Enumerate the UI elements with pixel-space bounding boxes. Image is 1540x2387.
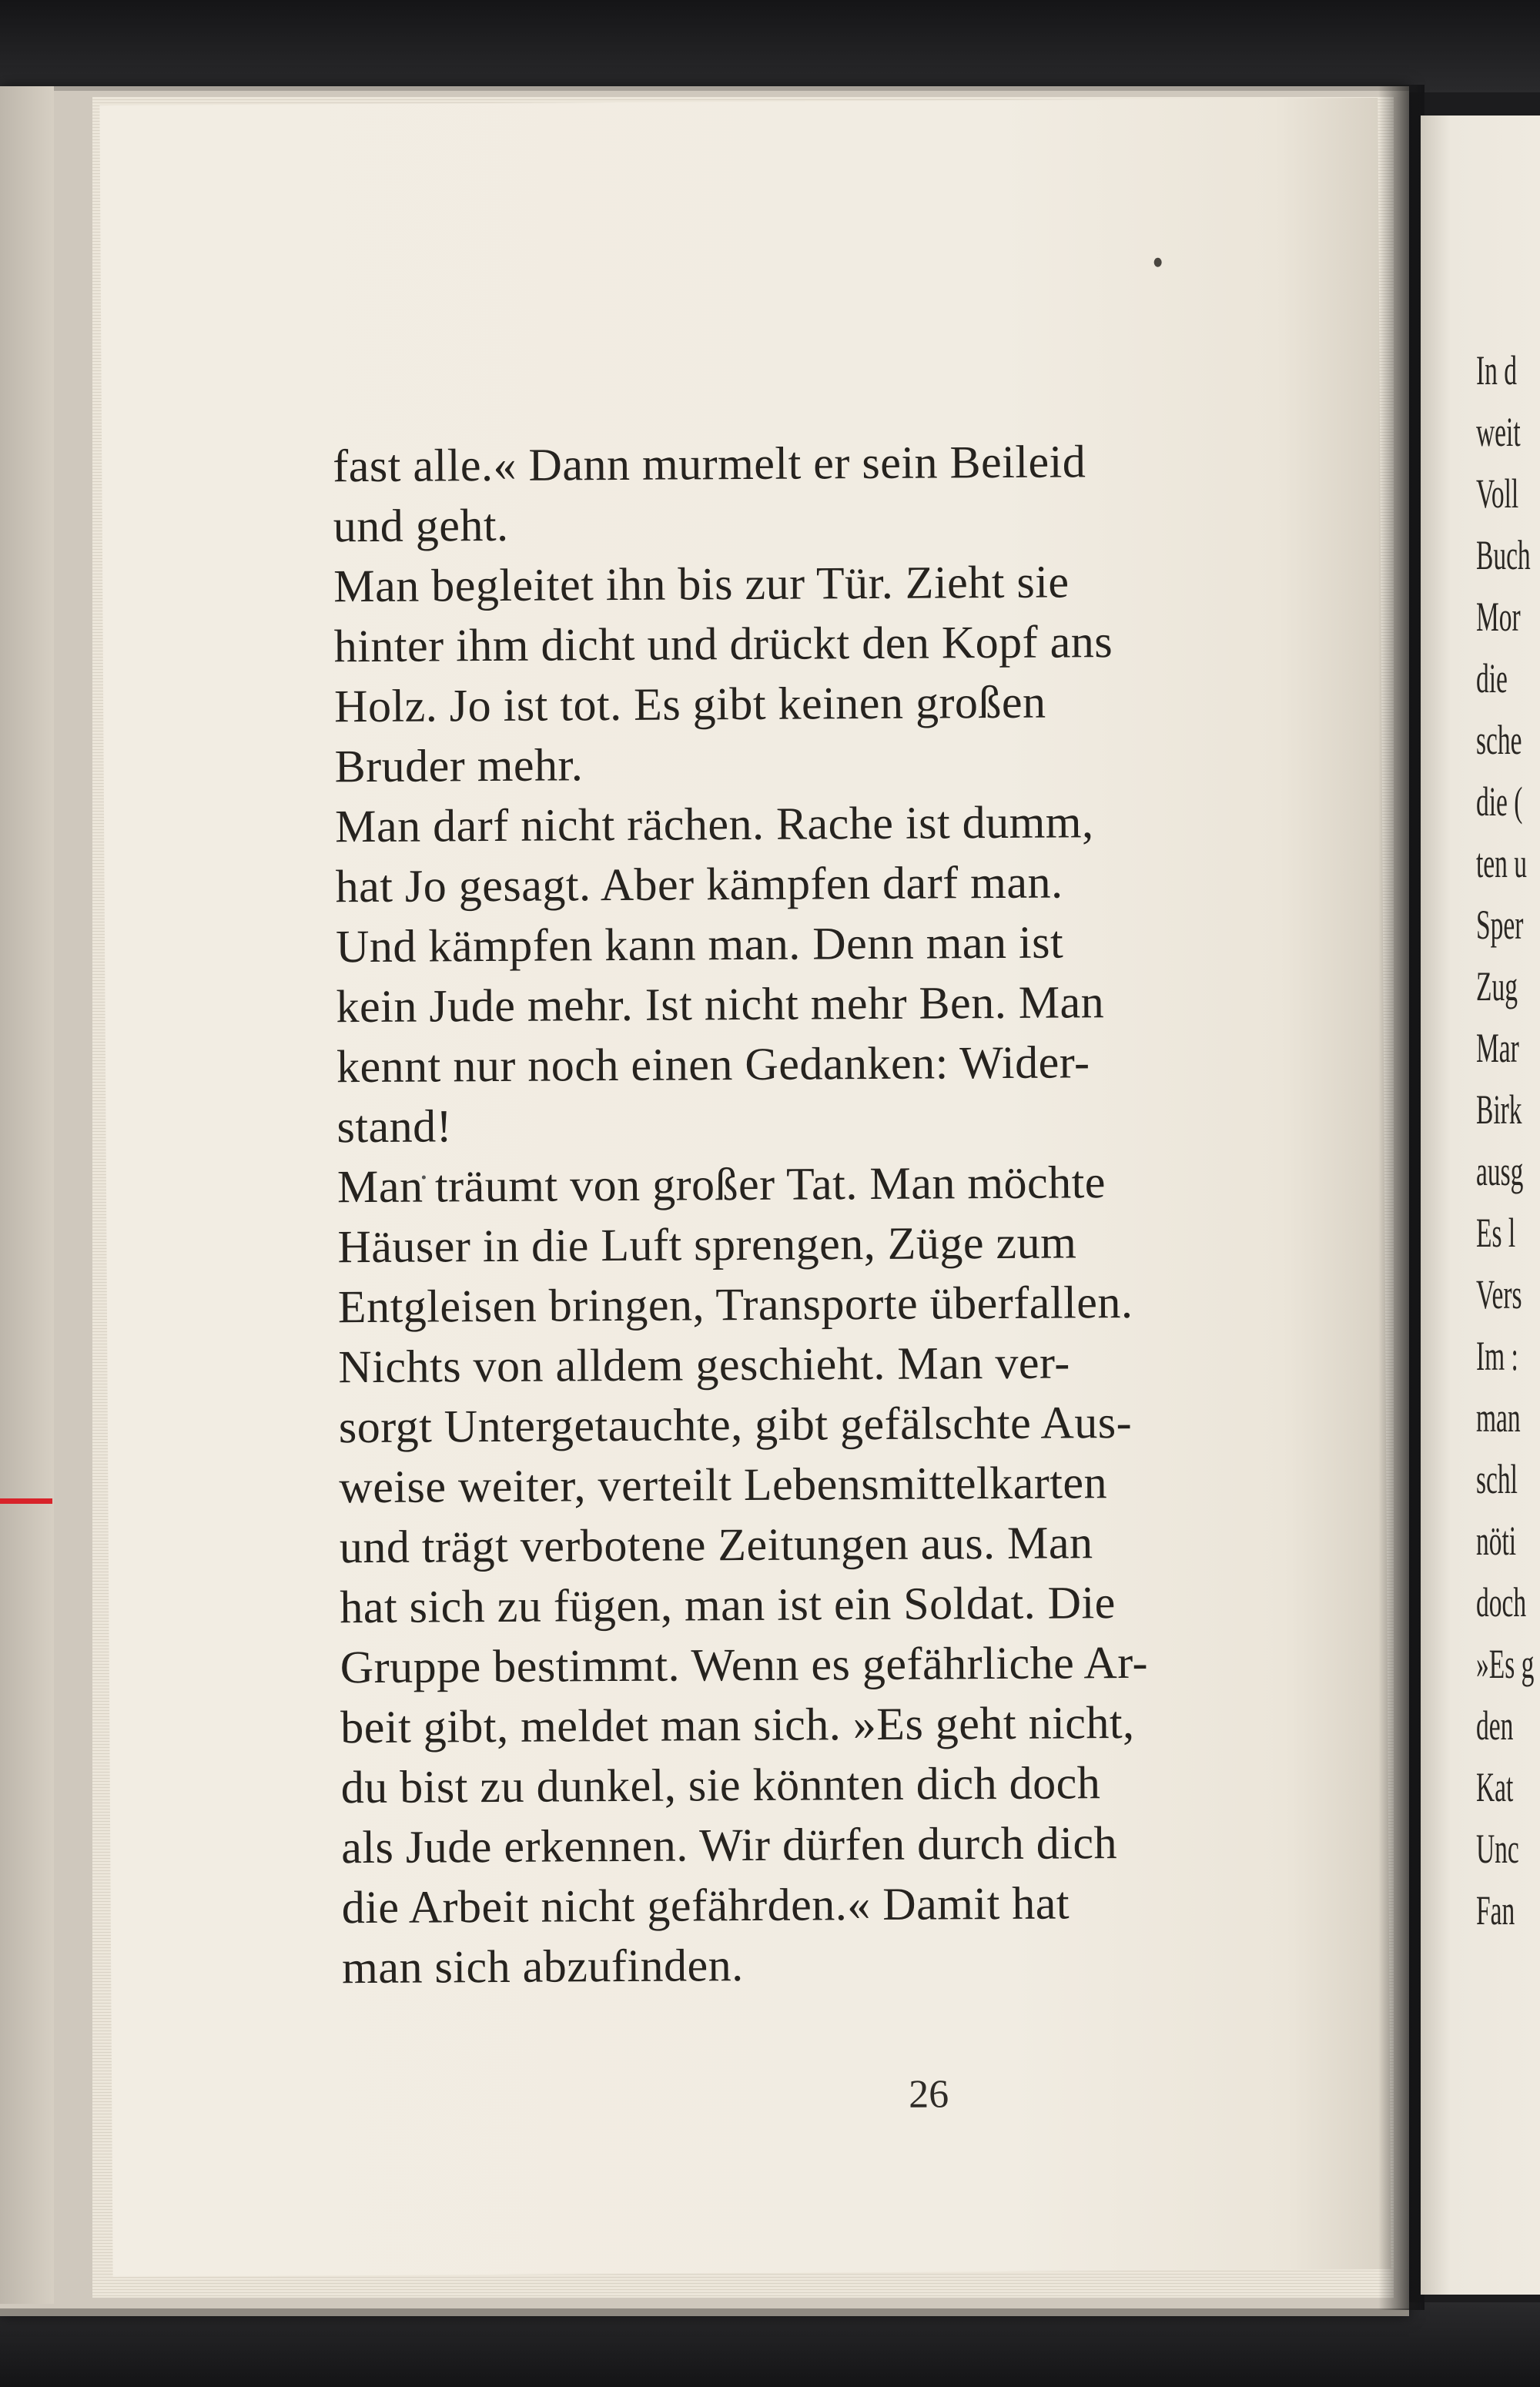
text-line: Man träumt von großer Tat. Man möchte: [336, 1157, 1106, 1213]
right-page-line: Buch: [1476, 532, 1531, 578]
text-line: beit gibt, meldet man sich. »Es geht nicht,: [340, 1696, 1135, 1753]
right-page-line: Vers: [1476, 1271, 1522, 1317]
right-page-line: Zug: [1476, 963, 1518, 1009]
right-page-line: weit: [1476, 409, 1521, 455]
text-line: stand!: [336, 1100, 453, 1153]
text-line: Häuser in die Luft sprengen, Züge zum: [337, 1217, 1077, 1273]
text-line: Entgleisen bringen, Transporte überfallen.: [337, 1276, 1133, 1333]
right-page-line: Im :: [1476, 1333, 1518, 1379]
text-line: hat Jo gesagt. Aber kämpfen darf man.: [335, 856, 1063, 912]
text-line: kein Jude mehr. Ist nicht mehr Ben. Man: [336, 976, 1105, 1033]
text-line: Gruppe bestimmt. Wenn es gefährliche Ar-: [340, 1636, 1149, 1693]
text-line: fast alle.« Dann murmelt er sein Beileid: [333, 436, 1086, 492]
text-line: weise weiter, verteilt Lebensmittelkarten: [339, 1457, 1108, 1513]
right-page-line: Birk: [1476, 1086, 1522, 1133]
right-page-line: doch: [1476, 1579, 1527, 1625]
text-line: als Jude erkennen. Wir dürfen durch dich: [341, 1817, 1118, 1873]
right-page-line: Kat: [1476, 1764, 1514, 1810]
book-gutter-shadow: [1378, 85, 1424, 2310]
text-line: und trägt verbotene Zeitungen aus. Man: [339, 1517, 1093, 1573]
text-line: Und kämpfen kann man. Denn man ist: [335, 916, 1064, 973]
right-page-line: die: [1476, 655, 1508, 701]
right-page-line: Mor: [1476, 594, 1521, 640]
text-line: kennt nur noch einen Gedanken: Wider-: [336, 1036, 1090, 1093]
text-line: sorgt Untergetauchte, gibt gefälschte Aus-: [338, 1396, 1133, 1453]
text-line: hinter ihm dicht und drückt den Kopf ans: [333, 616, 1113, 672]
left-page: [99, 98, 1391, 2277]
right-page-line: Sper: [1476, 902, 1524, 948]
right-page-line: nöti: [1476, 1518, 1517, 1564]
text-line: Holz. Jo ist tot. Es gibt keinen großen: [333, 676, 1046, 732]
text-line: du bist zu dunkel, sie könnten dich doch: [340, 1757, 1101, 1813]
right-page-line: ten u: [1476, 840, 1528, 886]
right-page-line: die (: [1476, 778, 1523, 825]
right-page-line: Mar: [1476, 1025, 1519, 1071]
text-line: Bruder mehr.: [334, 739, 584, 792]
right-page-line: In d: [1476, 347, 1518, 393]
text-line: die Arbeit nicht gefährden.« Damit hat: [341, 1877, 1070, 1933]
ink-dot-mark: [1154, 258, 1162, 267]
text-line: Nichts von alldem geschieht. Man ver-: [338, 1337, 1070, 1393]
text-line: hat sich zu fügen, man ist ein Soldat. Die: [340, 1577, 1116, 1633]
right-page-line: schl: [1476, 1456, 1518, 1502]
dark-background-top: [0, 0, 1540, 92]
red-bookmark-ribbon: [0, 1498, 52, 1504]
text-line: Man darf nicht rächen. Rache ist dumm,: [334, 796, 1094, 852]
right-page-line: Fan: [1476, 1887, 1515, 1933]
right-page-line: ausg: [1476, 1148, 1524, 1194]
page-number: 26: [909, 2072, 949, 2117]
text-line: Man begleitet ihn bis zur Tür. Zieht sie: [333, 556, 1070, 612]
right-page-line: Es l: [1476, 1210, 1516, 1256]
text-line: und geht.: [333, 499, 509, 552]
right-page-line: sche: [1476, 717, 1522, 763]
text-line: man sich abzufinden.: [341, 1940, 744, 1994]
right-page-line: den: [1476, 1702, 1514, 1749]
right-page-line: Voll: [1476, 470, 1519, 517]
page-body-text: [333, 436, 1364, 1994]
right-page-fragment: [1421, 116, 1540, 2295]
right-page-line: »Es g: [1476, 1641, 1535, 1687]
right-page-line: man: [1476, 1394, 1521, 1441]
right-page-line: Unc: [1476, 1826, 1519, 1872]
book-cover-edge: [0, 86, 54, 2304]
